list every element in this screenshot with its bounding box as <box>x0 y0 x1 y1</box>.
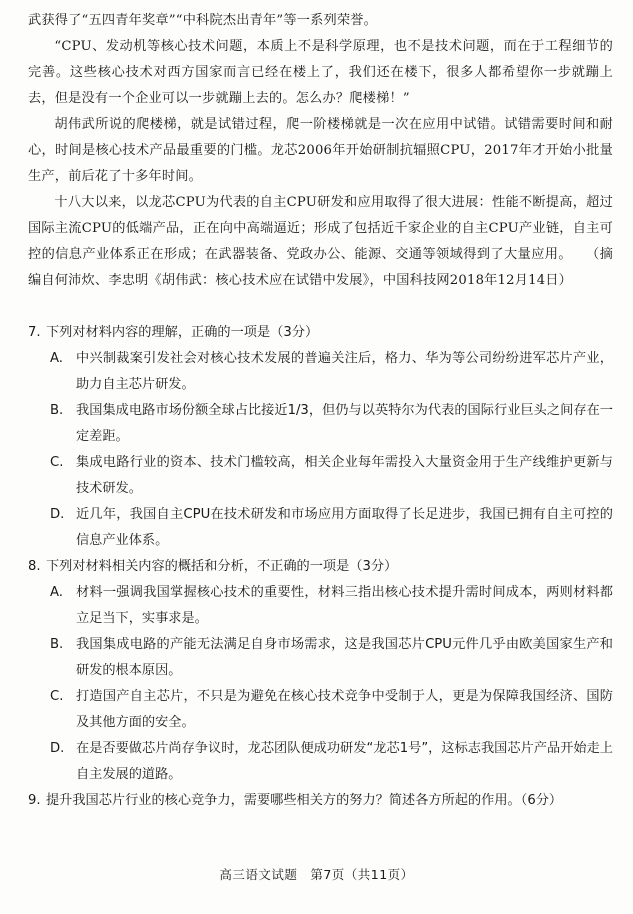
option-letter: C. <box>50 689 64 704</box>
option-letter: C. <box>50 455 64 470</box>
question-number: 9. <box>28 793 41 808</box>
option-a <box>28 346 613 398</box>
question-9 <box>28 788 613 814</box>
question-stem <box>28 320 613 346</box>
option-letter: D. <box>50 741 65 756</box>
option-a <box>28 580 613 632</box>
question-7 <box>28 320 613 554</box>
question-text: 下列对材料内容的理解，正确的一项是（3分） <box>46 325 319 340</box>
material-paragraph: 胡伟武所说的爬楼梯，就是试错过程，爬一阶楼梯就是一次在应用中试错。试错需要时间和耐心，时间是核心技术产品最重要的门槛。龙芯2006年开始研制抗辐照CPU，2017年才开始小批量生产，前后花了十多年时间。 <box>28 117 613 184</box>
option-c <box>28 684 613 736</box>
option-text: 材料一强调我国掌握核心技术的重要性，材料三指出核心技术提升需时间成本，两则材料都立足当下，实事求是。 <box>76 585 613 626</box>
question-stem <box>28 554 613 580</box>
option-text: 在是否要做芯片尚存争议时，龙芯团队便成功研发“龙芯1号”，这标志我国芯片产品开始走上自主发展的道路。 <box>76 741 613 782</box>
option-c <box>28 450 613 502</box>
question-number: 7. <box>28 325 41 340</box>
option-d <box>28 502 613 554</box>
option-text: 我国集成电路的产能无法满足自身市场需求，这是我国芯片CPU元件几乎由欧美国家生产和研发的根本原因。 <box>76 637 613 678</box>
option-letter: A. <box>50 351 63 366</box>
question-number: 8. <box>28 559 41 574</box>
option-text: 中兴制裁案引发社会对核心技术发展的普遍关注后，格力、华为等公司纷纷进军芯片产业，助力自主芯片研发。 <box>76 351 613 392</box>
question-8 <box>28 554 613 788</box>
option-b <box>28 632 613 684</box>
page-footer: 高三语文试题 第7页（共11页） <box>219 867 414 882</box>
option-letter: A. <box>50 585 63 600</box>
question-list <box>28 320 613 814</box>
reading-material <box>28 8 613 294</box>
option-text: 打造国产自主芯片，不只是为避免在核心技术竞争中受制于人，更是为保障我国经济、国防及其他方面的安全。 <box>76 689 613 730</box>
option-d <box>28 736 613 788</box>
question-text: 提升我国芯片行业的核心竞争力，需要哪些相关方的努力？简述各方所起的作用。（6分） <box>46 793 563 808</box>
question-text: 下列对材料相关内容的概括和分析，不正确的一项是（3分） <box>46 559 398 574</box>
material-paragraph: “CPU、发动机等核心技术问题，本质上不是科学原理，也不是技术问题，而在于工程细节的完善。这些核心技术对西方国家而言已经在楼上了，我们还在楼下，很多人都希望你一步就蹦上去，但是没有一个企业可以一步就蹦上去的。怎么办？爬楼梯！” <box>28 39 613 106</box>
option-letter: B. <box>50 637 64 652</box>
option-b <box>28 398 613 450</box>
option-letter: D. <box>50 507 65 522</box>
option-text: 我国集成电路市场份额全球占比接近1/3，但仍与以英特尔为代表的国际行业巨头之间存在一定差距。 <box>76 403 613 444</box>
question-stem <box>28 788 613 814</box>
material-paragraph: 武获得了“五四青年奖章”“中科院杰出青年”等一系列荣誉。 <box>28 13 378 28</box>
option-text: 集成电路行业的资本、技术门槛较高，相关企业每年需投入大量资金用于生产线维护更新与技术研发。 <box>76 455 613 496</box>
option-text: 近几年，我国自主CPU在技术研发和市场应用方面取得了长足进步，我国已拥有自主可控的信息产业体系。 <box>76 507 613 548</box>
material-paragraph: 十八大以来，以龙芯CPU为代表的自主CPU研发和应用取得了很大进展：性能不断提高，超过国际主流CPU的低端产品，正在向中高端逼近；形成了包括近千家企业的自主CPU产业链，自主可控的信息产业体系正在形成；在武器装备、党政办公、能源、交通等领域得到了大量应用。 （摘编自何沛炊、李忠明《胡伟武：核心技术应在试错中发展》，中国科技网2018年12月14日） <box>28 195 613 288</box>
option-letter: B. <box>50 403 64 418</box>
